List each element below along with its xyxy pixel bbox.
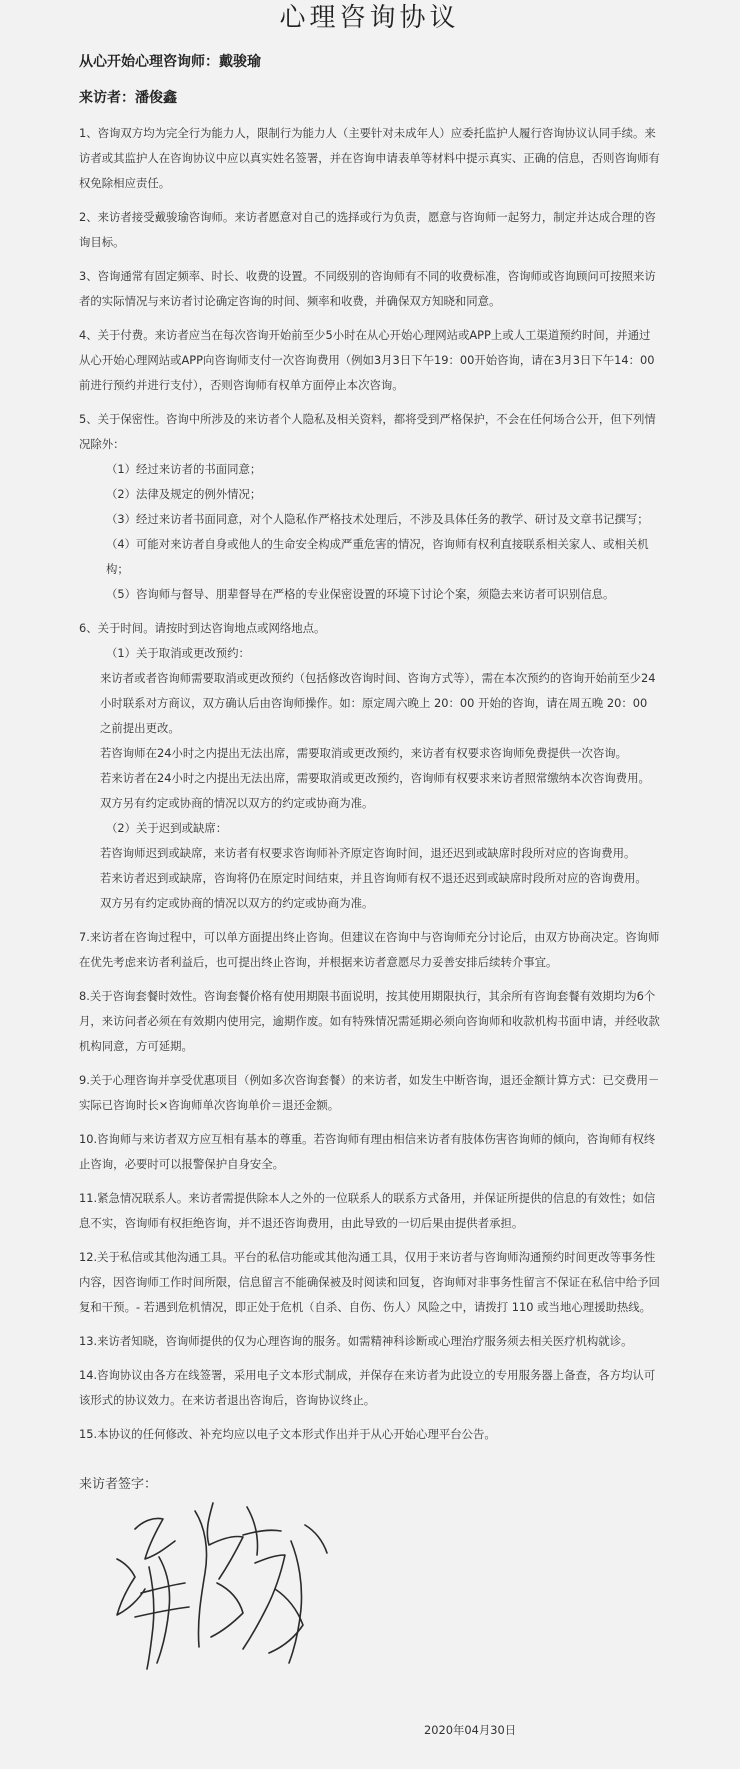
clause-9: 9.关于心理咨询并享受优惠项目（例如多次咨询套餐）的来访者，如发生中断咨询，退还金额计算方式：已交费用－实际已咨询时长×咨询师单次咨询单价＝退还金额。 xyxy=(79,1073,660,1112)
list-item: 若来访者在24小时之内提出无法出席，需要取消或更改预约，咨询师有权要求来访者照常缴纳本次咨询费用。 xyxy=(100,771,650,785)
clause-12: 12.关于私信或其他沟通工具。平台的私信功能或其他沟通工具，仅用于来访者与咨询师沟通预约时间更改等事务性内容，因咨询师工作时间所限，信息留言不能确保被及时阅读和回复，咨询师对非事务性留言不保证在私信中给予回复和干预。- 若遇到危机情况，即正处于危机（自杀、自伤、伤人）风险之中，请拨打 110 或当地心理援助热线。 xyxy=(79,1250,660,1314)
clause-6-sub1-title: （1）关于取消或更改预约： xyxy=(106,646,250,660)
list-item: （1）经过来访者的书面同意； xyxy=(106,462,262,476)
list-item: 双方另有约定或协商的情况以双方的约定或协商为准。 xyxy=(100,896,374,910)
clause-6-sub1-body: 来访者或者咨询师需要取消或更改预约（包括修改咨询时间、咨询方式等），需在本次预约的咨询开始前至少24小时联系对方商议，双方确认后由咨询师操作。如：原定周六晚上 20：00 开始的咨询，请在周五晚 20：00 之前提出更改。 xyxy=(100,671,656,735)
clause-7: 7.来访者在咨询过程中，可以单方面提出终止咨询。但建议在咨询中与咨询师充分讨论后，由双方协商决定。咨询师在优先考虑来访者利益后，也可提出终止咨询，并根据来访者意愿尽力妥善安排后续转介事宜。 xyxy=(79,930,660,969)
clause-1: 1、咨询双方均为完全行为能力人，限制行为能力人（主要针对未成年人）应委托监护人履行咨询协议认同手续。来访者或其监护人在咨询协议中应以真实姓名签署，并在咨询申请表单等材料中提示真实、正确的信息，否则咨询师有权免除相应责任。 xyxy=(79,126,660,190)
clause-13: 13.来访者知晓，咨询师提供的仅为心理咨询的服务。如需精神科诊断或心理治疗服务须去相关医疗机构就诊。 xyxy=(79,1334,633,1348)
list-item: （4）可能对来访者自身或他人的生命安全构成严重危害的情况，咨询师有权利直接联系相关家人、或相关机构； xyxy=(106,537,649,576)
clause-15: 15.本协议的任何修改、补充均应以电子文本形式作出并于从心开始心理平台公告。 xyxy=(79,1427,496,1441)
list-item: 若来访者迟到或缺席，咨询将仍在原定时间结束，并且咨询师有权不退还迟到或缺席时段所对应的咨询费用。 xyxy=(100,871,647,885)
clause-6-details xyxy=(79,641,660,916)
clause-4: 4、关于付费。来访者应当在每次咨询开始前至少5小时在从心开始心理网站或APP上或人工渠道预约时间，并通过从心开始心理网站或APP向咨询师支付一次咨询费用（例如3月3日下午19：00开始咨询，请在3月3日下午14：00前进行预约并进行支付），否则咨询师有权单方面停止本次咨询。 xyxy=(79,328,655,392)
signature-label: 来访者签字： xyxy=(79,1477,158,1492)
clause-6: 6、关于时间。请按时到达咨询地点或网络地点。 xyxy=(79,621,326,635)
clause-6-sub2-title: （2）关于迟到或缺席： xyxy=(106,821,228,835)
clause-5-exceptions xyxy=(79,457,660,607)
list-item: 若咨询师在24小时之内提出无法出席，需要取消或更改预约，来访者有权要求咨询师免费提供一次咨询。 xyxy=(100,746,628,760)
list-item: 若咨询师迟到或缺席，来访者有权要求咨询师补齐原定咨询时间，退还迟到或缺席时段所对应的咨询费用。 xyxy=(100,846,636,860)
counselor-line: 从心开始心理咨询师：戴骏瑜 xyxy=(79,54,261,70)
handwritten-signature xyxy=(105,1497,335,1673)
clause-3: 3、咨询通常有固定频率、时长、收费的设置。不同级别的咨询师有不同的收费标准，咨询师或咨询顾问可按照来访者的实际情况与来访者讨论确定咨询的时间、频率和收费，并确保双方知晓和同意。 xyxy=(79,269,656,308)
list-item: 双方另有约定或协商的情况以双方的约定或协商为准。 xyxy=(100,796,374,810)
clause-11: 11.紧急情况联系人。来访者需提供除本人之外的一位联系人的联系方式备用，并保证所提供的信息的有效性；如信息不实，咨询师有权拒绝咨询，并不退还咨询费用，由此导致的一切后果由提供者承担。 xyxy=(79,1191,656,1230)
signature-date: 2020年04月30日 xyxy=(424,1723,517,1737)
list-item: （2）法律及规定的例外情况； xyxy=(106,487,262,501)
clause-14: 14.咨询协议由各方在线签署，采用电子文本形式制成，并保存在来访者为此设立的专用服务器上备查，各方均认可该形式的协议效力。在来访者退出咨询后，咨询协议终止。 xyxy=(79,1368,656,1407)
clause-10: 10.咨询师与来访者双方应互相有基本的尊重。若咨询师有理由相信来访者有肢体伤害咨询师的倾向，咨询师有权终止咨询，必要时可以报警保护自身安全。 xyxy=(79,1132,656,1171)
page-title: 心理咨询协议 xyxy=(279,3,460,33)
clause-8: 8.关于咨询套餐时效性。咨询套餐价格有使用期限书面说明，按其使用期限执行，其余所有咨询套餐有效期均为6个月，来访问者必须在有效期内使用完，逾期作废。如有特殊情况需延期必须向咨询师和收款机构书面申请，并经收款机构同意，方可延期。 xyxy=(79,989,660,1053)
clause-5: 5、关于保密性。咨询中所涉及的来访者个人隐私及相关资料，都将受到严格保护，不会在任何场合公开，但下列情况除外： xyxy=(79,412,656,451)
list-item: （5）咨询师与督导、朋辈督导在严格的专业保密设置的环境下讨论个案，须隐去来访者可识别信息。 xyxy=(106,587,615,601)
list-item: （3）经过来访者书面同意，对个人隐私作严格技术处理后，不涉及具体任务的教学、研讨及文章书记撰写； xyxy=(106,512,649,526)
clause-2: 2、来访者接受戴骏瑜咨询师。来访者愿意对自己的选择或行为负责，愿意与咨询师一起努力，制定并达成合理的咨询目标。 xyxy=(79,210,656,249)
client-line: 来访者：潘俊鑫 xyxy=(79,90,177,106)
